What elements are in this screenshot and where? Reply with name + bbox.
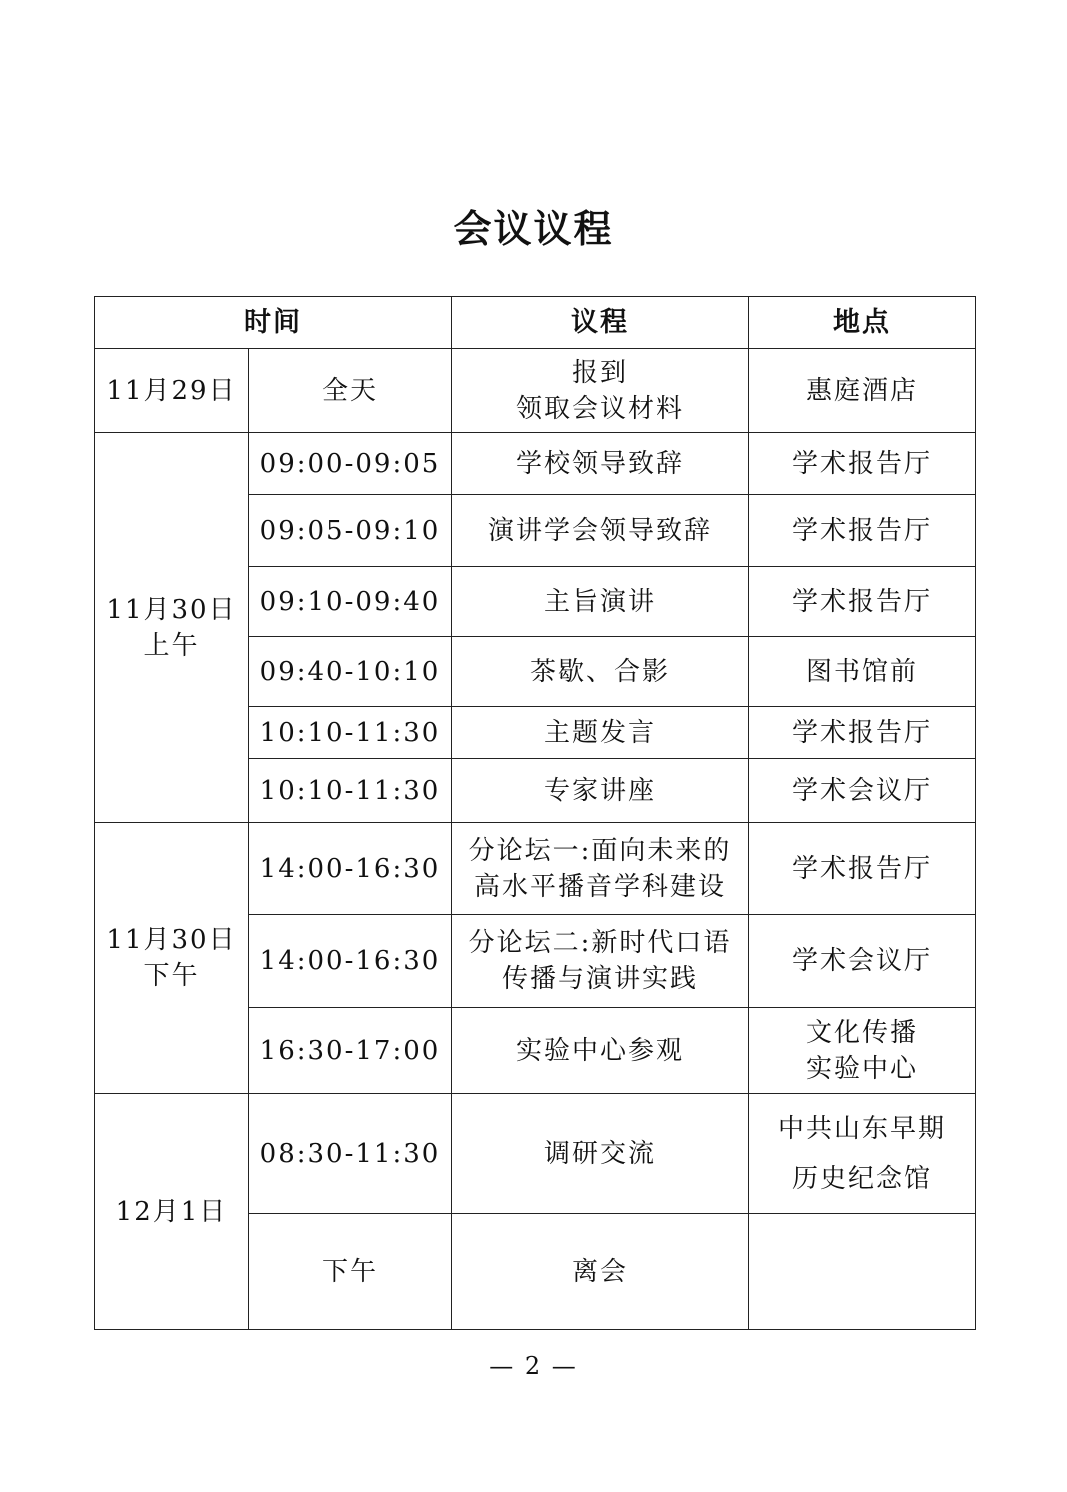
agenda-cell: 主旨演讲 <box>452 567 749 637</box>
location-cell: 学术报告厅 <box>749 707 976 759</box>
location-line: 实验中心 <box>805 1053 918 1084</box>
table-row <box>95 433 976 495</box>
location-line: 历史纪念馆 <box>791 1163 932 1194</box>
header-time: 时间 <box>95 297 452 349</box>
date-line: 11月30日 <box>106 594 237 625</box>
agenda-cell: 专家讲座 <box>452 759 749 823</box>
location-cell <box>749 1214 976 1330</box>
time-cell: 14:00-16:30 <box>249 915 452 1008</box>
time-cell: 09:10-09:40 <box>249 567 452 637</box>
agenda-cell: 离会 <box>452 1214 749 1330</box>
location-cell: 学术报告厅 <box>749 823 976 915</box>
location-line: 文化传播 <box>805 1017 918 1048</box>
time-cell: 09:00-09:05 <box>249 433 452 495</box>
location-cell <box>749 1008 976 1094</box>
time-cell: 16:30-17:00 <box>249 1008 452 1094</box>
location-cell: 惠庭酒店 <box>749 349 976 433</box>
agenda-line: 分论坛一:面向未来的 <box>468 835 732 866</box>
time-cell: 09:05-09:10 <box>249 495 452 567</box>
header-row <box>95 297 976 349</box>
date-line: 上午 <box>143 630 200 661</box>
agenda-cell: 调研交流 <box>452 1094 749 1214</box>
time-cell: 下午 <box>249 1214 452 1330</box>
date-cell: 12月1日 <box>95 1094 249 1330</box>
agenda-line: 高水平播音学科建设 <box>473 871 726 902</box>
table-row <box>95 1094 976 1214</box>
agenda-table <box>94 296 976 1330</box>
header-agenda: 议程 <box>452 297 749 349</box>
agenda-cell: 演讲学会领导致辞 <box>452 495 749 567</box>
location-cell: 学术报告厅 <box>749 567 976 637</box>
time-cell: 全天 <box>249 349 452 433</box>
date-cell <box>95 433 249 823</box>
date-line: 下午 <box>143 961 200 991</box>
page-title: 会议议程 <box>453 206 614 251</box>
time-cell: 08:30-11:30 <box>249 1094 452 1214</box>
header-location: 地点 <box>749 297 976 349</box>
time-cell: 10:10-11:30 <box>249 707 452 759</box>
time-cell: 10:10-11:30 <box>249 759 452 823</box>
agenda-cell <box>452 349 749 433</box>
location-cell: 学术报告厅 <box>749 495 976 567</box>
location-cell: 学术会议厅 <box>749 915 976 1008</box>
table-row <box>95 823 976 915</box>
location-cell <box>749 1094 976 1214</box>
agenda-cell: 主题发言 <box>452 707 749 759</box>
location-cell: 图书馆前 <box>749 637 976 707</box>
agenda-line: 报到 <box>571 357 628 388</box>
agenda-line: 领取会议材料 <box>515 393 684 424</box>
location-cell: 学术报告厅 <box>749 433 976 495</box>
table-row <box>95 349 976 433</box>
time-cell: 09:40-10:10 <box>249 637 452 707</box>
date-cell <box>95 823 249 1094</box>
agenda-line: 分论坛二:新时代口语 <box>468 928 732 958</box>
location-line: 中共山东早期 <box>777 1113 946 1144</box>
agenda-cell: 学校领导致辞 <box>452 433 749 495</box>
page-number: — 2 — <box>489 1352 578 1380</box>
agenda-cell <box>452 915 749 1008</box>
agenda-cell <box>452 823 749 915</box>
agenda-line: 传播与演讲实践 <box>501 964 698 994</box>
location-cell: 学术会议厅 <box>749 759 976 823</box>
time-cell: 14:00-16:30 <box>249 823 452 915</box>
agenda-cell: 茶歇、合影 <box>452 637 749 707</box>
date-line: 11月30日 <box>106 925 237 955</box>
date-cell: 11月29日 <box>95 349 249 433</box>
agenda-cell: 实验中心参观 <box>452 1008 749 1094</box>
